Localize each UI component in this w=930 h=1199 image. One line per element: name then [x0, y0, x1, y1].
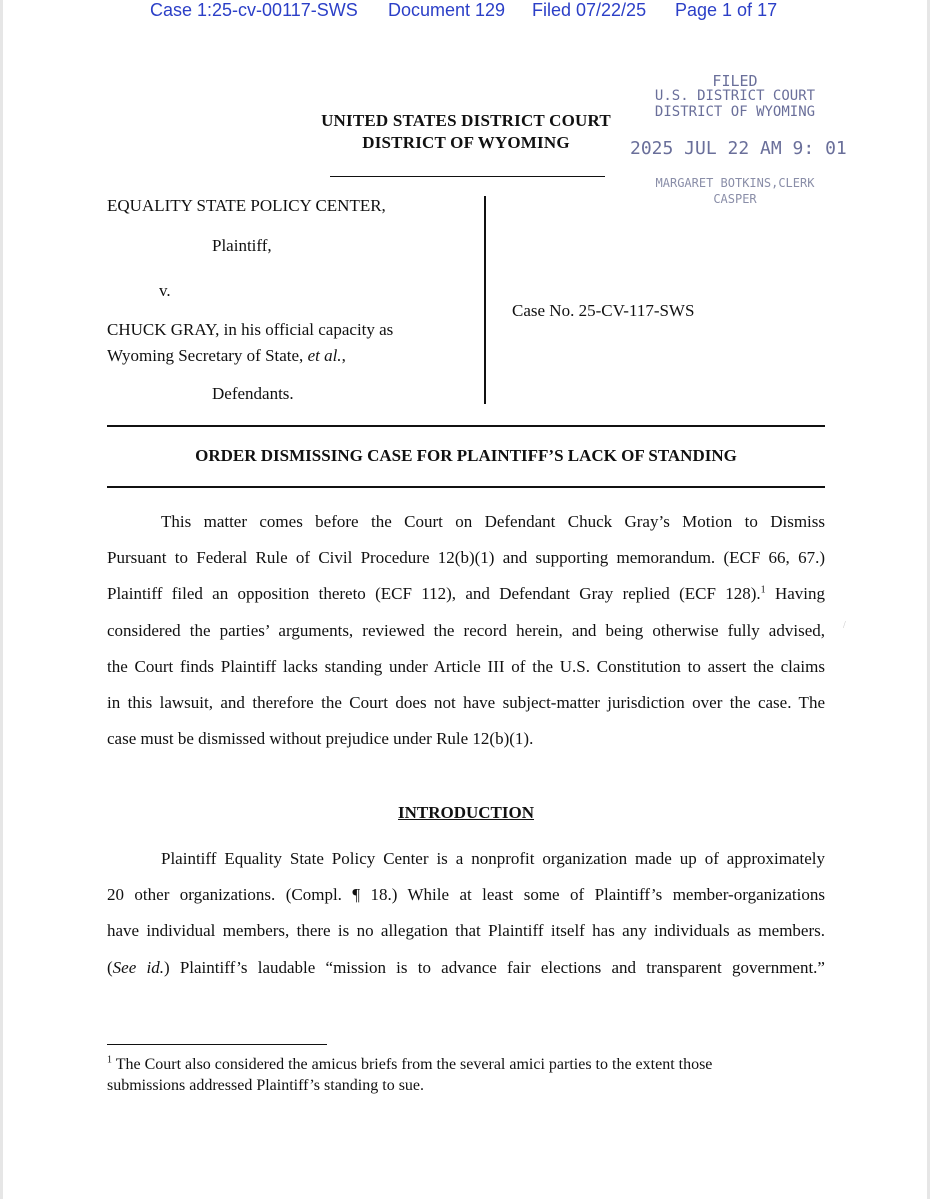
versus: v.: [159, 281, 171, 300]
footnote-number: 1: [107, 1054, 112, 1066]
p1-line-1: This matter comes before the Court on Defendant Chuck Gray’s Motion to Dismiss: [161, 512, 825, 531]
p1-line-2: Pursuant to Federal Rule of Civil Procedure 12(b)(1) and supporting memorandum. (ECF 66, 67.): [107, 548, 825, 568]
filed-date: Filed 07/22/25: [532, 0, 647, 20]
plaintiff-name: EQUALITY STATE POLICY CENTER,: [107, 196, 386, 215]
plaintiff-role: Plaintiff,: [212, 236, 272, 255]
footnote-line-1: [107, 1054, 825, 1075]
court-heading: [296, 110, 636, 154]
page-left-edge: [0, 0, 3, 1199]
filing-header: [0, 0, 930, 24]
footnote-rule: [107, 1044, 327, 1045]
document-number: Document 129: [388, 0, 506, 20]
court-district: DISTRICT OF WYOMING: [362, 133, 570, 152]
p2-line-3: have individual members, there is no allegation that Plaintiff itself has any individuals as members.: [107, 921, 825, 941]
court-name: UNITED STATES DISTRICT COURT: [321, 111, 611, 130]
footnote-1: [107, 1054, 825, 1096]
p2-line-4-text: ) Plaintiff’s laudable “mission is to advance fair elections and transparent government.”: [163, 957, 825, 977]
p2-line-2: 20 other organizations. (Compl. ¶ 18.) While at least some of Plaintiff’s member-organizations: [107, 885, 825, 905]
p2-paren: (: [107, 957, 113, 977]
scan-mark: /: [843, 620, 846, 631]
defendant-title: Wyoming Secretary of State,: [107, 346, 308, 365]
footnote-text-1: The Court also considered the amicus briefs from the several amici parties to the extent those: [112, 1056, 713, 1073]
title-rule-bottom: [107, 486, 825, 488]
footnote-ref-1[interactable]: 1: [760, 584, 766, 596]
paragraph-2: [107, 841, 825, 986]
introduction-heading: INTRODUCTION: [397, 803, 535, 822]
stamp-court: U.S. DISTRICT COURT: [654, 88, 816, 104]
p1-line-3: [107, 576, 825, 612]
stamp-date: 2025 JUL 22 AM 9: 01: [630, 138, 847, 159]
defendant-line-2: [107, 346, 346, 366]
p1-line-3-end: Having: [765, 584, 826, 604]
et-al: et al.: [307, 346, 342, 365]
defendant-comma: ,: [341, 346, 346, 365]
p1-line-5: the Court finds Plaintiff lacks standing under Article III of the U.S. Constitution to assert the claims: [107, 656, 825, 676]
stamp-filed: FILED: [712, 72, 758, 90]
footnote-line-2: submissions addressed Plaintiff’s standing to sue.: [107, 1077, 425, 1094]
paragraph-1: [107, 504, 825, 757]
title-rule-top: [107, 425, 825, 427]
stamp-city: CASPER: [713, 192, 757, 206]
stamp-district: DISTRICT OF WYOMING: [654, 104, 816, 120]
page-indicator: Page 1 of 17: [675, 0, 778, 20]
caption-divider: [484, 196, 486, 404]
defendant-role: Defendants.: [212, 384, 294, 403]
court-heading-rule: [330, 176, 605, 177]
p2-line-4: [107, 950, 825, 986]
p1-line-6: in this lawsuit, and therefore the Court does not have subject-matter jurisdiction over the case. The: [107, 692, 825, 712]
case-no: Case No. 25-CV-117-SWS: [512, 301, 695, 320]
p1-line-7: case must be dismissed without prejudice under Rule 12(b)(1).: [107, 729, 534, 749]
p1-line-3-text: Plaintiff filed an opposition thereto (ECF 112), and Defendant Gray replied (ECF 128).: [107, 584, 761, 604]
defendant-line-1: CHUCK GRAY, in his official capacity as: [107, 320, 394, 339]
see-id: See id.: [112, 957, 164, 977]
order-title: ORDER DISMISSING CASE FOR PLAINTIFF’S LACK OF STANDING: [195, 446, 737, 465]
case-number-header: Case 1:25-cv-00117-SWS: [150, 0, 358, 20]
p1-line-4: considered the parties’ arguments, reviewed the record herein, and being otherwise fully advised,: [107, 620, 825, 640]
stamp-clerk: MARGARET BOTKINS,CLERK: [655, 176, 815, 190]
p2-line-1: Plaintiff Equality State Policy Center is a nonprofit organization made up of approximately: [161, 849, 825, 868]
